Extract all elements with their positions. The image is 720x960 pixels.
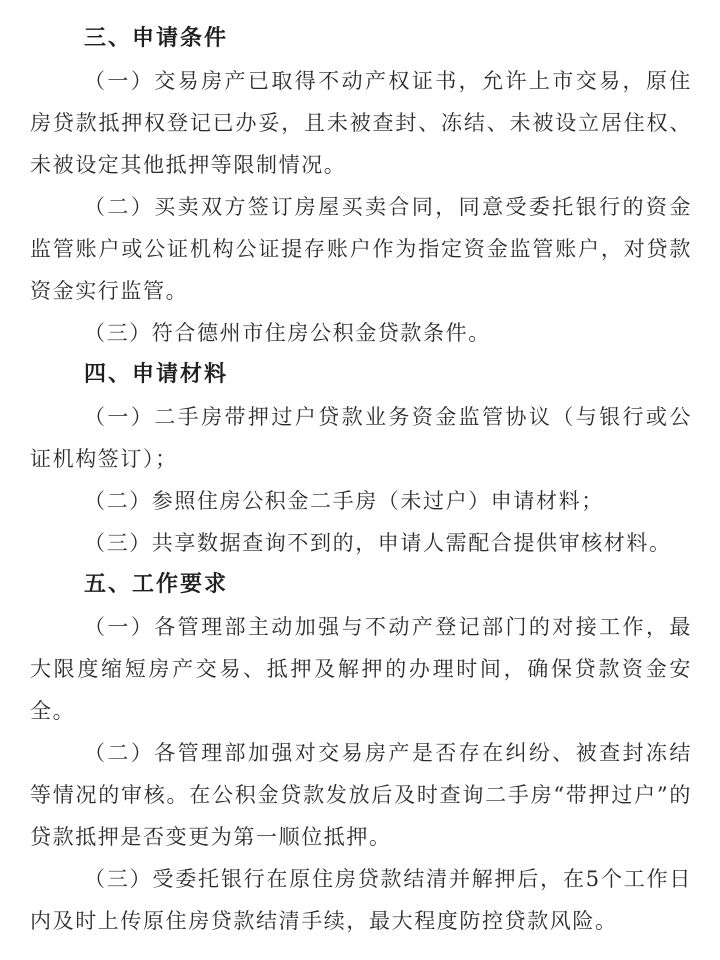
paragraph: （一）二手房带押过户贷款业务资金监管协议（与银行或公证机构签订）； (30, 405, 692, 471)
section-heading-application-materials: 四、申请材料 (84, 362, 229, 387)
section-heading-work-requirements: 五、工作要求 (84, 572, 229, 597)
paragraph: （三）共享数据查询不到的，申请人需配合提供审核材料。 (84, 531, 672, 555)
paragraph: （一）交易房产已取得不动产权证书，允许上市交易，原住房贷款抵押权登记已办妥，且未被查封、冻结、未被设立居住权、未被设定其他抵押等限制情况。 (30, 69, 692, 177)
paragraph: （一）各管理部主动加强与不动产登记部门的对接工作，最大限度缩短房产交易、抵押及解押的办理时间，确保贷款资金安全。 (30, 615, 692, 723)
paragraph: （三）受委托银行在原住房贷款结清并解押后，在5个工作日内及时上传原住房贷款结清手续，最大程度防控贷款风险。 (30, 867, 692, 933)
paragraph: （三）符合德州市住房公积金贷款条件。 (84, 321, 491, 345)
paragraph: （二）参照住房公积金二手房（未过户）申请材料； (84, 489, 604, 513)
paragraph: （二）买卖双方签订房屋买卖合同，同意受委托银行的资金监管账户或公证机构公证提存账户作为指定资金监管账户，对贷款资金实行监管。 (30, 195, 692, 303)
section-heading-application-conditions: 三、申请条件 (84, 26, 229, 51)
paragraph: （二）各管理部加强对交易房产是否存在纠纷、被查封冻结等情况的审核。在公积金贷款发放后及时查询二手房“带押过户”的贷款抵押是否变更为第一顺位抵押。 (30, 741, 692, 849)
